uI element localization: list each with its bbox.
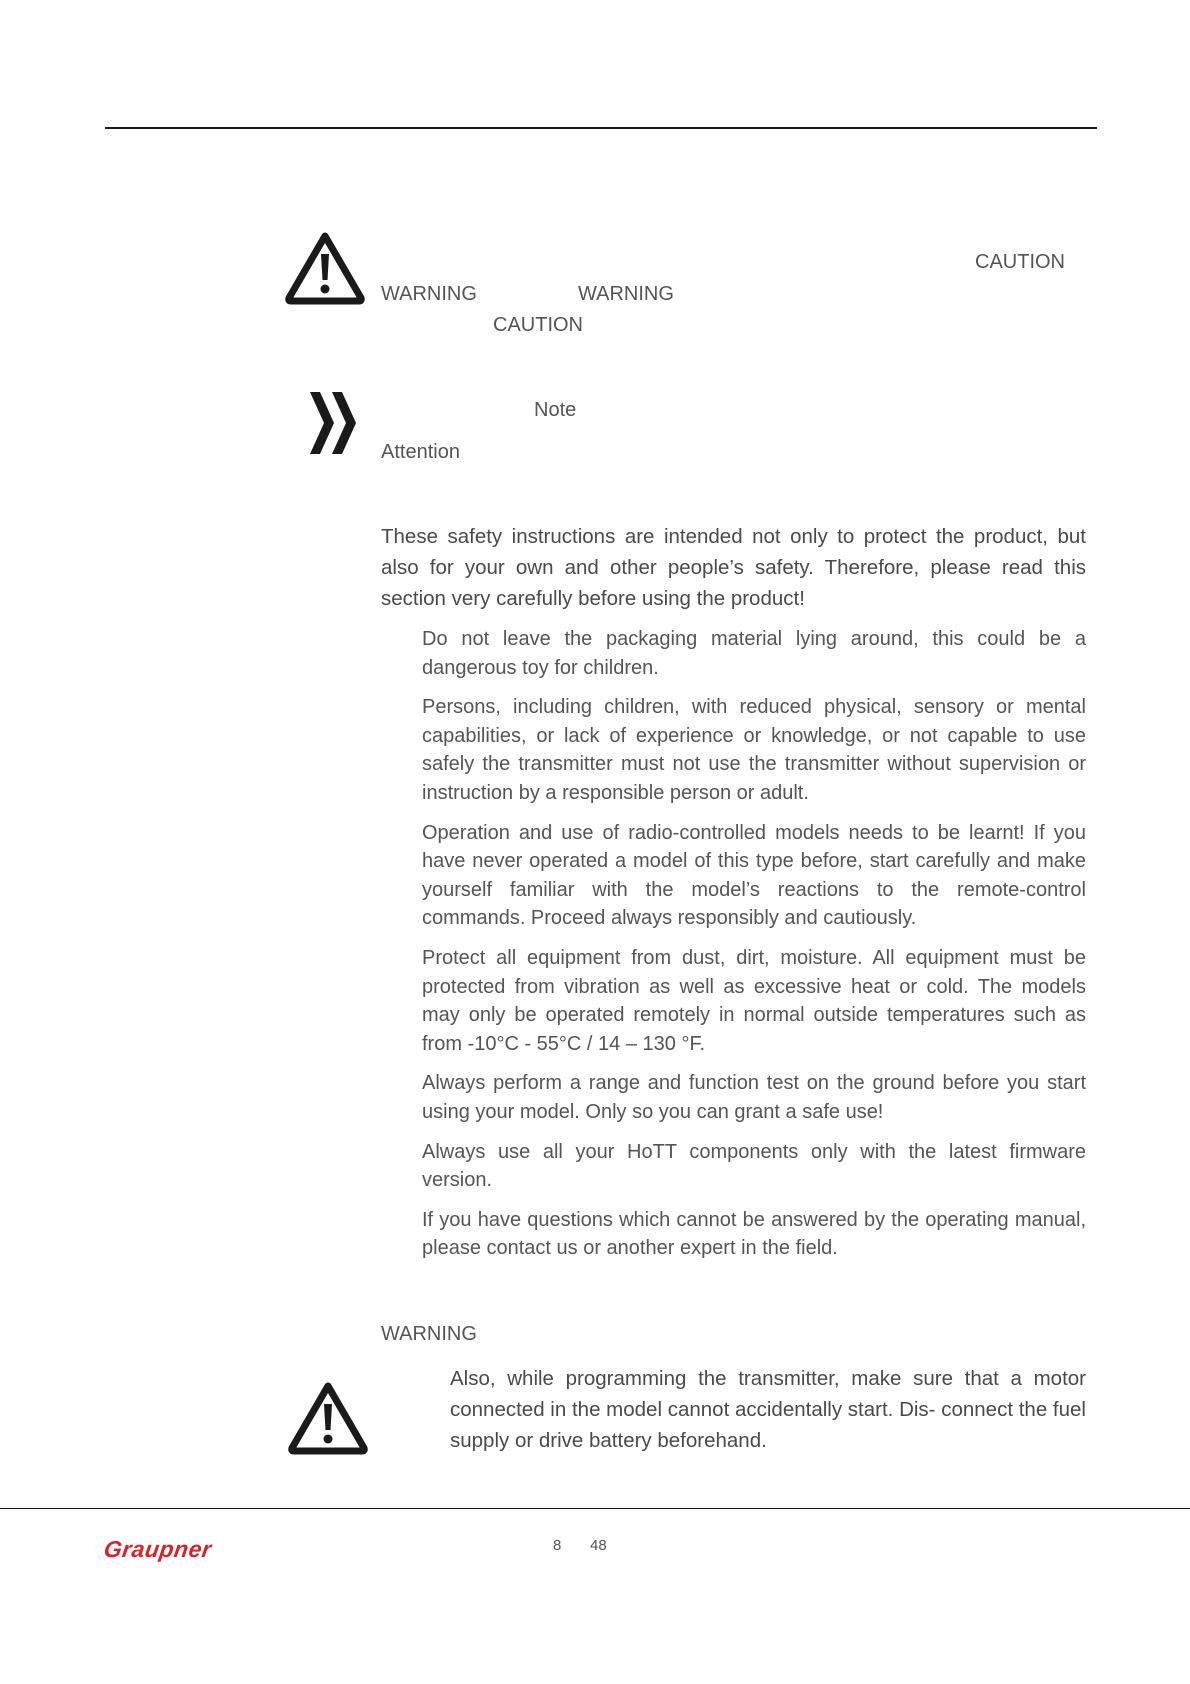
caution-label-2: CAUTION — [493, 314, 583, 336]
safety-instructions-list — [422, 625, 1086, 1274]
list-item: Protect all equipment from dust, dirt, moisture. All equipment must be protected from vibration as well as excessive heat or cold. The models may only be operated remotely in normal outside temperatures such as from -10°C - 55°C / 14 – 130 °F. — [422, 946, 1086, 1055]
list-item: Always use all your HoTT components only with the latest firmware version. — [422, 1140, 1086, 1192]
double-chevron-icon — [306, 390, 364, 456]
footer-rule — [0, 1508, 1190, 1509]
caution-label: CAUTION — [975, 251, 1065, 273]
note-label: Note — [534, 399, 577, 421]
warning-triangle-icon — [283, 230, 367, 306]
intro-paragraph: These safety instructions are intended not only to protect the product, but also for your own and other people’s safety. Therefore, please read this section very carefully before using the product! — [381, 525, 1086, 610]
warning-triangle-icon — [286, 1380, 370, 1456]
warning-label: WARNING — [381, 283, 477, 305]
page-number: 8 — [553, 1537, 562, 1554]
list-item: Do not leave the packaging material lying around, this could be a dangerous toy for children. — [422, 628, 1086, 679]
list-item: Always perform a range and function test on the ground before you start using your model. Only so you can grant a safe use! — [422, 1072, 1086, 1123]
list-item: If you have questions which cannot be answered by the operating manual, please contact us or another expert in the field. — [422, 1208, 1086, 1260]
list-item: Operation and use of radio-controlled models needs to be learnt! If you have never operated a model of this type before, start carefully and make yourself familiar with the model’s reactions to the remote-control commands. Proceed always responsibly and cautiously. — [422, 821, 1086, 930]
warning-label-2: WARNING — [578, 283, 674, 305]
attention-label: Attention — [381, 441, 460, 463]
graupner-logo: Graupner — [102, 1536, 214, 1562]
warning-heading: WARNING — [381, 1323, 477, 1345]
page-total: 48 — [590, 1537, 607, 1554]
list-item: Persons, including children, with reduced physical, sensory or mental capabilities, or lack of experience or knowledge, or not capable to use safely the transmitter must not use the transmitter without supervision or instruction by a responsible person or adult. — [422, 696, 1086, 804]
header-rule — [105, 127, 1097, 129]
warning-paragraph: Also, while programming the transmitter, make sure that a motor connected in the model cannot accidentally start. Dis- connect the fuel supply or drive battery beforehand. — [450, 1367, 1086, 1452]
